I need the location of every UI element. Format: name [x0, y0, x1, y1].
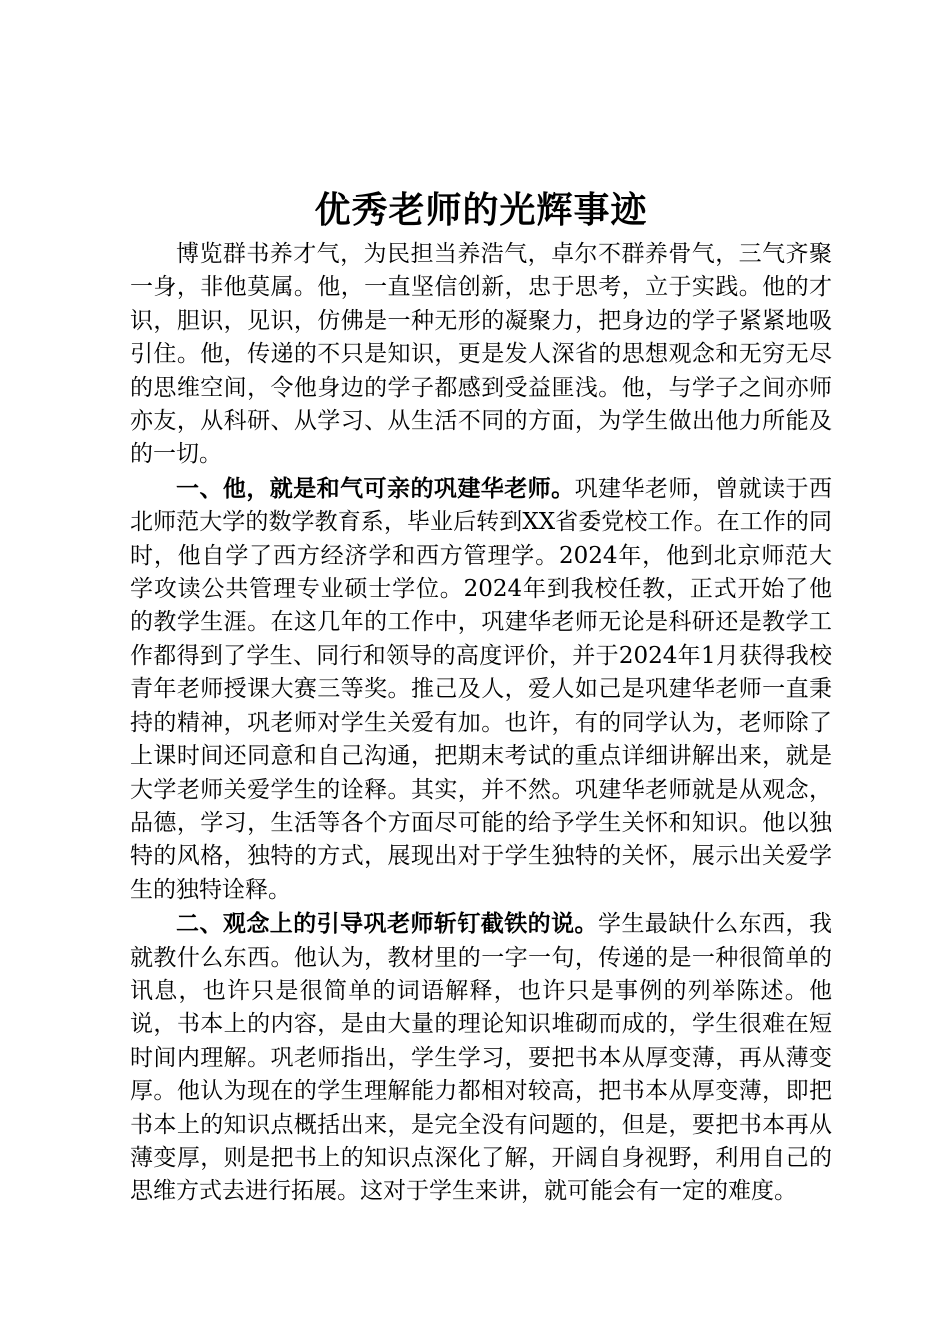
paragraph-lead: 二、观念上的引导巩老师斩钉截铁的说。: [176, 910, 598, 938]
paragraph-text: 巩建华老师，曾就读于西北师范大学的数学教育系，毕业后转到XX省委党校工作。在工作的同时，他自学了西方经济学和西方管理学。2024年，他到北京师范大学攻读公共管理专业硕士学位。2024年到我校任教，正式开始了他的教学生涯。在这几年的工作中，巩建华老师无论是科研还是教学工作都得到了学生、同行和领导的高度评价，并于2024年1月获得我校青年老师授课大赛三等奖。推己及人，爱人如己是巩建华老师一直秉持的精神，巩老师对学生关爱有加。也许，有的同学认为，老师除了上课时间还同意和自己沟通，把期末考试的重点详细讲解出来，就是大学老师关爱学生的诠释。其实，并不然。巩建华老师就是从观念，品德，学习，生活等各个方面尽可能的给予学生关怀和知识。他以独特的风格，独特的方式，展现出对于学生独特的关怀，展示出关爱学生的独特诠释。: [130, 475, 833, 903]
paragraph-section-2: [130, 907, 832, 1209]
paragraph-section-1: [130, 472, 832, 907]
document-page: [130, 183, 832, 1209]
paragraph-text: 学生最缺什么东西，我就教什么东西。他认为，教材里的一字一句，传递的是一种很简单的讯息，也许只是很简单的词语解释，也许只是事例的列举陈述。他说，书本上的内容，是由大量的理论知识堆砌而成的，学生很难在短时间内理解。巩老师指出，学生学习，要把书本从厚变薄，再从薄变厚。他认为现在的学生理解能力都相对较高，把书本从厚变薄，即把书本上的知识点概括出来，是完全没有问题的，但是，要把书本再从薄变厚，则是把书上的知识点深化了解，开阔自身视野，利用自己的思维方式去进行拓展。这对于学生来讲，就可能会有一定的难度。: [130, 911, 833, 1205]
document-title: 优秀老师的光辉事迹: [314, 189, 648, 231]
paragraph-lead: 一、他，就是和气可亲的巩建华老师。: [176, 474, 575, 502]
paragraph-text: 博览群书养才气，为民担当养浩气，卓尔不群养骨气，三气齐聚一身，非他莫属。他，一直坚信创新，忠于思考，立于实践。他的才识，胆识，见识，仿佛是一种无形的凝聚力，把身边的学子紧紧地吸引住。他，传递的不只是知识，更是发人深省的思想观念和无穷无尽的思维空间，令他身边的学子都感到受益匪浅。他，与学子之间亦师亦友，从科研、从学习、从生活不同的方面，为学生做出他力所能及的一切。: [130, 241, 832, 468]
paragraph-intro: [130, 237, 832, 472]
